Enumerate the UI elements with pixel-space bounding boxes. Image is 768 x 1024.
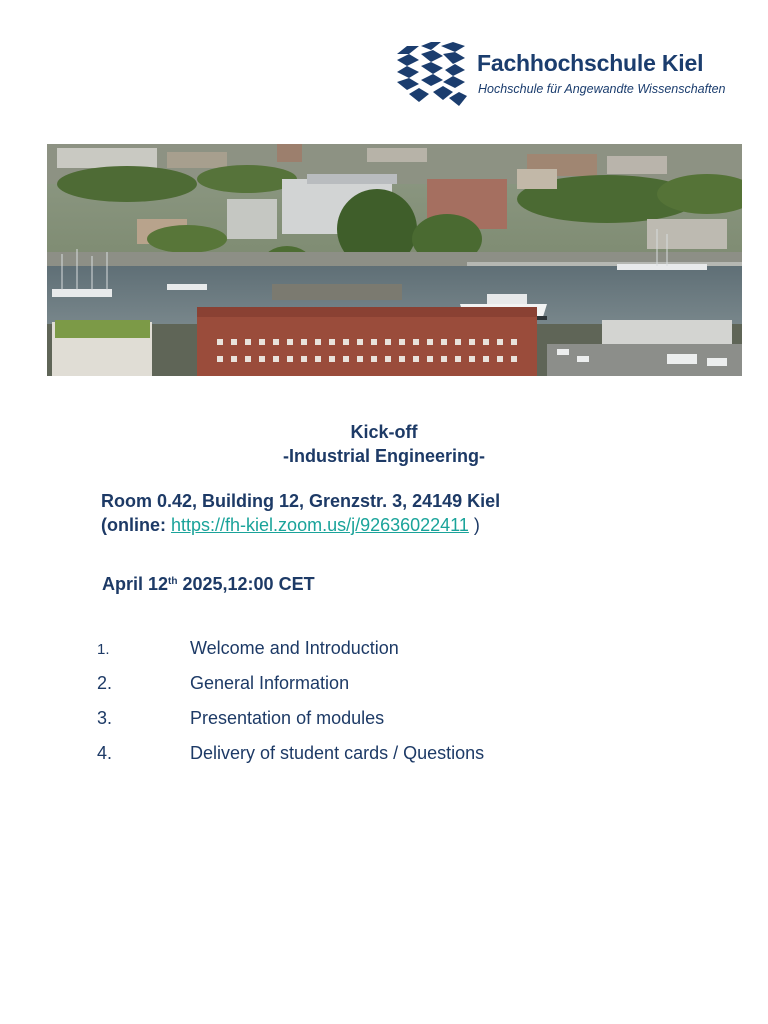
date-day: April 12 <box>102 574 169 594</box>
zoom-link[interactable]: https://fh-kiel.zoom.us/j/92636022411 <box>171 515 469 535</box>
agenda-text: Delivery of student cards / Questions <box>190 743 485 763</box>
event-heading <box>0 420 768 468</box>
online-label: (online: <box>101 515 166 535</box>
campus-photo <box>47 144 742 376</box>
logo-name: Fachhochschule Kiel <box>477 50 704 76</box>
logo-subtitle: Hochschule für Angewandte Wissenschaften <box>478 82 726 96</box>
event-date <box>102 570 315 596</box>
agenda-number: 2. <box>97 673 113 693</box>
online-close-paren: ) <box>473 515 480 535</box>
heading-program: -Industrial Engineering- <box>282 446 485 466</box>
agenda-number: 1. <box>97 641 110 658</box>
agenda-number: 3. <box>97 708 113 728</box>
date-ordinal: th <box>168 576 178 587</box>
agenda-number: 4. <box>97 743 113 763</box>
agenda-text: Presentation of modules <box>190 708 385 728</box>
campus-aerial-image <box>47 144 742 376</box>
agenda-text: General Information <box>190 673 350 693</box>
online-info <box>101 513 480 537</box>
university-logo <box>397 42 737 108</box>
heading-title: Kick-off <box>350 422 418 442</box>
agenda-text: Welcome and Introduction <box>190 638 399 658</box>
logo-mark-icon <box>397 42 467 108</box>
event-location: Room 0.42, Building 12, Grenzstr. 3, 24149 Kiel <box>101 491 501 511</box>
date-time: 2025,12:00 CET <box>177 574 315 594</box>
